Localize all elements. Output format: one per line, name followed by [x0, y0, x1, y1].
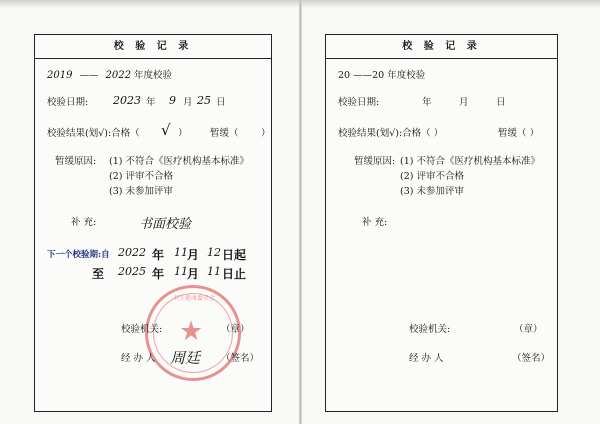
left-date-day: 25	[197, 94, 211, 107]
left-year-start: 2019	[47, 70, 73, 81]
next-from-year: 2022	[118, 246, 146, 259]
left-supplement-value: 书面校验	[139, 217, 192, 232]
left-reason-label: 暂缓原因:	[55, 156, 97, 167]
next-period-label: 下一个校验期:自	[47, 250, 110, 260]
left-supplement-label: 补 充:	[71, 217, 97, 228]
right-date-year-unit: 年	[422, 97, 432, 108]
next-from-year-unit: 年	[152, 248, 165, 262]
left-reason-3: (3) 未参加评审	[109, 186, 173, 197]
left-year-end: 2022	[105, 70, 131, 81]
next-from-day: 12	[207, 246, 221, 259]
left-date-year: 2023	[113, 94, 141, 107]
left-result-label: 校验结果(划√):合格（	[47, 128, 140, 139]
right-supplement-label: 补 充:	[362, 217, 388, 228]
right-date-label: 校验日期:	[338, 97, 380, 108]
right-reason-label: 暂缓原因:	[354, 156, 396, 167]
right-year-line: 20 ——20 年度校验	[338, 70, 426, 81]
right-result-label: 校验结果(划√):合格（ ）	[338, 128, 444, 139]
right-operator-label: 经 办 人	[409, 353, 444, 364]
next-to-year-unit: 年	[152, 267, 165, 281]
right-page-title: 校 验 记 录	[326, 35, 557, 59]
left-date-year-unit: 年	[146, 97, 156, 108]
right-operator-suffix: （签名）	[512, 353, 551, 364]
left-operator-suffix: （签名）	[221, 353, 260, 364]
left-date-month: 9	[169, 94, 176, 107]
left-page	[34, 34, 272, 412]
seal-text: 卫生健康委员会	[172, 295, 215, 302]
book-spine	[299, 0, 302, 424]
operator-signature: 周廷	[170, 349, 201, 367]
next-from-day-unit: 日起	[222, 248, 247, 262]
next-from-month: 11	[174, 246, 188, 259]
right-defer-label: 暂缓（ ）	[498, 128, 540, 139]
right-reason-1: (1) 不符合《医疗机构基本标准》	[400, 156, 540, 167]
next-to-month: 11	[174, 265, 188, 278]
left-year-sep: ——	[79, 70, 99, 81]
left-defer-label: 暂缓（	[210, 128, 239, 139]
right-date-day-unit: 日	[496, 97, 506, 108]
left-date-day-unit: 日	[216, 97, 226, 108]
right-reason-2: (2) 评审不合格	[400, 171, 464, 182]
next-to-day-unit: 日止	[222, 267, 247, 281]
left-reason-1: (1) 不符合《医疗机构基本标准》	[109, 156, 249, 167]
left-authority-suffix: （章）	[221, 324, 250, 335]
left-reason-2: (2) 评审不合格	[109, 171, 173, 182]
left-result-close: ）	[178, 128, 188, 139]
left-defer-close: ）	[261, 128, 271, 139]
next-to-month-unit: 月	[187, 267, 200, 281]
left-year-line	[47, 70, 172, 81]
next-from-month-unit: 月	[187, 248, 200, 262]
left-operator-label: 经 办 人	[121, 353, 156, 364]
next-to-label: 至	[92, 267, 105, 281]
next-to-year: 2025	[118, 265, 146, 278]
right-authority-label: 校验机关:	[409, 324, 451, 335]
next-to-day: 11	[207, 265, 221, 278]
right-date-month-unit: 月	[459, 97, 469, 108]
right-authority-suffix: （章）	[514, 324, 543, 335]
left-date-label: 校验日期:	[47, 97, 89, 108]
left-result-mark: √	[161, 121, 171, 139]
seal-star-icon: ★	[179, 316, 204, 347]
left-authority-label: 校验机关:	[121, 324, 163, 335]
left-date-month-unit: 月	[183, 97, 193, 108]
left-page-title: 校 验 记 录	[35, 35, 271, 59]
left-year-suffix: 年度校验	[134, 70, 173, 81]
right-reason-3: (3) 未参加评审	[400, 186, 464, 197]
right-page	[325, 34, 558, 412]
